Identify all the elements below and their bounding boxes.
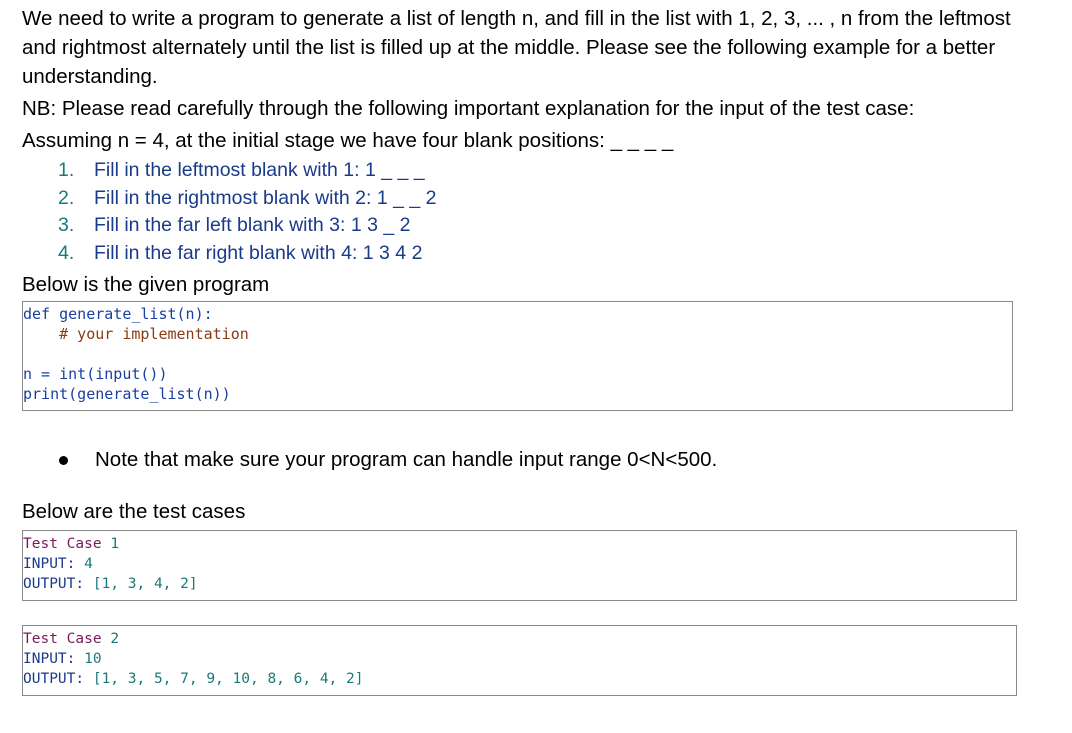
list-item: [22, 185, 1022, 213]
document-page: [22, 4, 1022, 696]
bullet-icon: [59, 456, 68, 465]
step-number: 3.: [58, 214, 75, 237]
list-item: [22, 240, 1022, 268]
input-value: 10: [84, 651, 102, 668]
input-label: INPUT:: [23, 556, 76, 573]
output-label: OUTPUT:: [23, 576, 85, 593]
code-line-4: n = int(input()): [23, 365, 168, 384]
code-keyword: def: [23, 305, 51, 324]
below-tests-heading: Below are the test cases: [22, 500, 246, 524]
below-program-heading: Below is the given program: [22, 273, 270, 297]
output-value: [1, 3, 4, 2]: [92, 576, 198, 593]
input-label: INPUT:: [23, 651, 76, 668]
step-text: Fill in the far left blank with 3: 1 3 _ 2: [94, 214, 411, 237]
step-number: 4.: [58, 241, 75, 264]
test-case-number: 2: [110, 631, 120, 648]
note-text: Note that make sure your program can handle input range 0<N<500.: [95, 448, 718, 472]
step-number: 2.: [58, 186, 75, 209]
nb-paragraph: NB: Please read carefully through the following important explanation for the input of the test case:: [22, 97, 915, 120]
step-text: Fill in the leftmost blank with 1: 1 _ _ _: [94, 159, 425, 181]
intro-paragraph: We need to write a program to generate a list of length n, and fill in the list with 1, 2, 3, ... , n from the leftmost and rightmost alternately until the list is filled up at the middle. Please see the following example for a better understanding.: [22, 7, 1011, 88]
test-case-title: Test Case: [23, 631, 102, 648]
step-text: Fill in the rightmost blank with 2: 1 _ _ 2: [94, 186, 437, 209]
output-label: OUTPUT:: [23, 671, 85, 688]
code-comment: # your implementation: [23, 325, 249, 344]
step-text: Fill in the far right blank with 4: 1 3 4 2: [94, 241, 423, 264]
test-case-box: [22, 530, 1017, 601]
assume-paragraph: Assuming n = 4, at the initial stage we have four blank positions: _ _ _ _: [22, 129, 674, 152]
note-bullet-row: [22, 445, 1022, 475]
output-value: [1, 3, 5, 7, 9, 10, 8, 6, 4, 2]: [92, 671, 364, 688]
list-item: [22, 157, 1022, 185]
input-value: 4: [84, 556, 93, 573]
test-case-title: Test Case: [23, 536, 102, 553]
list-item: [22, 212, 1022, 240]
steps-list: [22, 157, 1022, 267]
code-line-5: print(generate_list(n)): [23, 385, 231, 404]
test-case-number: 1: [110, 536, 120, 553]
code-block: [22, 301, 1013, 411]
step-number: 1.: [58, 159, 75, 181]
code-line-1: generate_list(n):: [50, 305, 213, 324]
test-case-box: [22, 625, 1017, 696]
